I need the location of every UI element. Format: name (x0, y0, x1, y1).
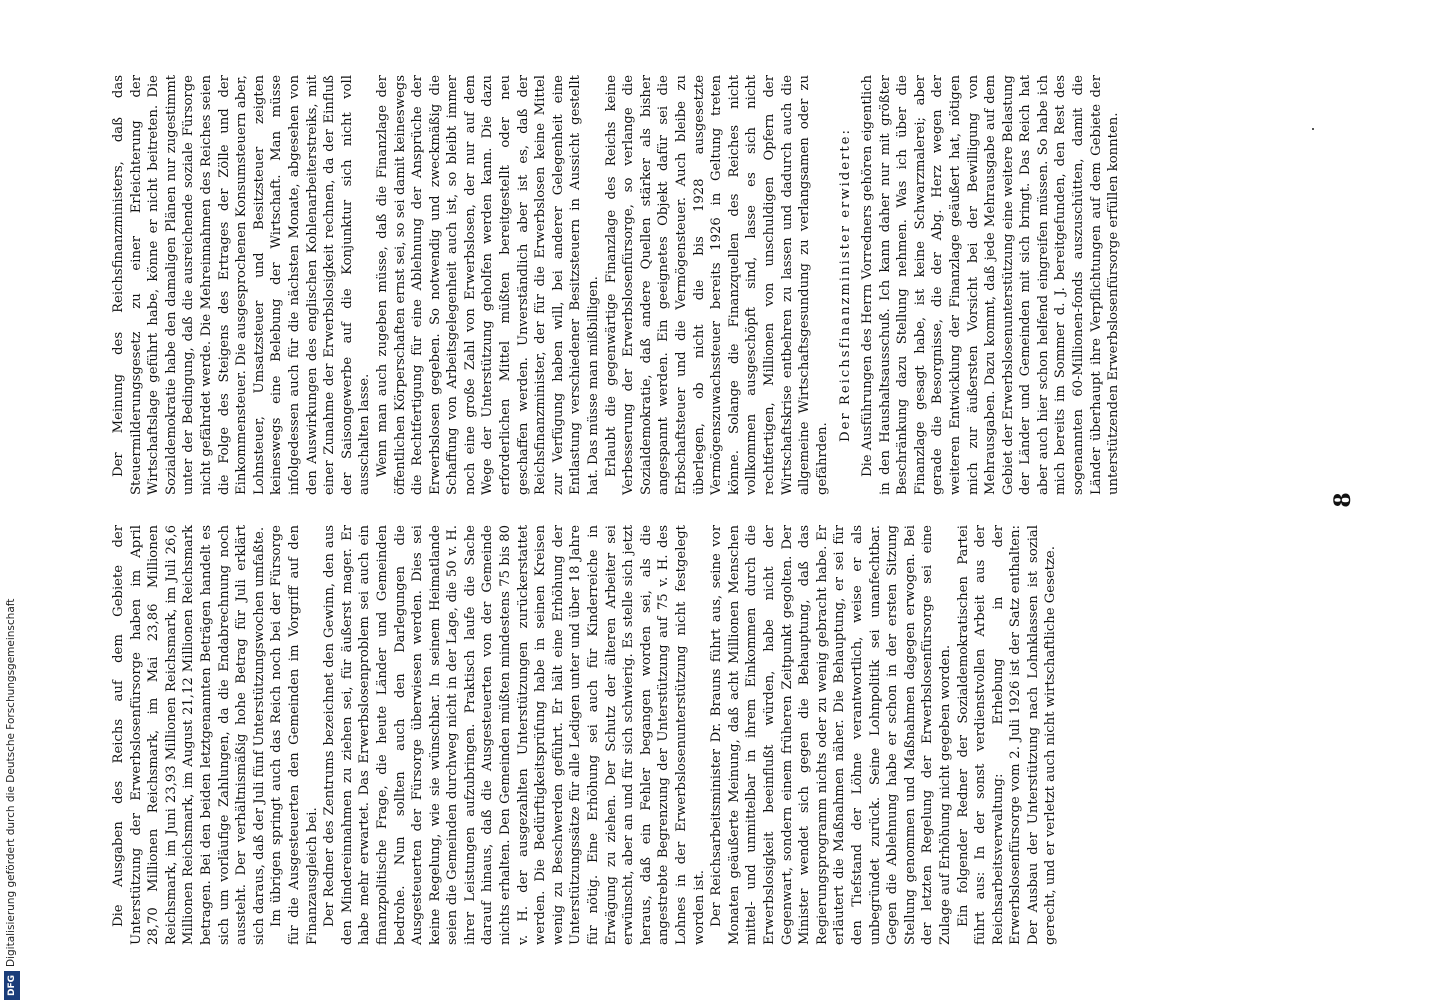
paragraph: Der Redner des Zentrums bezeichnet den Gewinn, den aus den Mindereinnahmen zu ziehen sei, für äußerst mager. Er habe mehr erwartet. Das Erwerbslosenproblem sei auch ein finanzpolitische Frage, die heute Länder und Gemeinden bedrohe. Nun sollten auch den Darlegungen die Ausgesteuerten der Fürsorge überwiesen werden. Dies sei keine Regelung, wie sie wünschbar. In seinem Heimatlande seien die Gemeinden durchweg nicht in der Lage, die 50 v. H. ihrer Leistungen aufzubringen. Praktisch laufe die Sache darauf hinaus, daß die Ausgesteuerten von der Gemeinde nichts erhalten. Den Gemeinden müßten mindestens 75 bis 80 v. H. der ausgezahlten Unterstützungen zurückerstattet werden. Die Bedürftigkeitsprüfung habe in seinen Kreisen wenig zu Beschwerden geführt. Er hält eine Erhöhung der Unterstützungssätze für alle Ledigen unter und über 18 Jahre für nötig. Eine Erhöhung sei auch für Kinderreiche in Erwägung zu ziehen. Der Schutz der älteren Arbeiter sei erwünscht, aber an und für sich schwierig. Es stelle sich jetzt heraus, daß ein Fehler begangen worden sei, als die angestrebte Begrenzung der Unterstützung auf 75 v. H. des Lohnes in der Erwerbslosenunterstützung nicht festgelegt worden ist. (322, 525, 707, 945)
paragraph: Die Ausführungen des Herrn Vorredners gehören eigentlich in den Haushaltsausschuß. Ich kann daher nur mit größter Beschränkung dazu Stellung nehmen. Was ich über die Finanzlage gesagt habe, ist keine Schwarzmalerei; aber gerade die Besorgnisse, die der Abg. Herz wegen der weiteren Entwicklung der Finanzlage geäußert hat, nötigen mich zur äußersten Vorsicht bei der Bewilligung von Mehrausgaben. Dazu kommt, daß jede Mehrausgabe auf dem Gebiet der Erwerbslosenunterstützung eine weitere Belastung der Länder und Gemeinden mit sich bringt. Das Reich hat aber auch hier schon helfend eingreifen müssen. So habe ich mich bereits im Sommer d. J. bereitgefunden, den Rest des sogenannten 60-Millionen-fonds auszuschütten, damit die Länder überhaupt ihre Verpflichtungen auf dem Gebiete der unterstützenden Erwerbslosenfürsorge erfüllen konnten. (859, 75, 1122, 495)
paragraph: Erlaubt die gegenwärtige Finanzlage des Reichs keine Verbesserung der Erwerbslosenfürsorge, so verlange die Sozialdemokratie, daß andere Quellen stärker als bisher angespannt werden. Ein geeignetes Objekt dafür sei die Erbschaftsteuer und die Vermögensteuer. Auch bleibe zu überlegen, ob nicht die bis 1928 ausgesetzte Vermögenszuwachssteuer bereits 1926 in Geltung treten könne. Solange die Finanzquellen des Reiches nicht vollkommen ausgeschöpft sind, lasse es sich nicht rechtfertigen, Millionen von unschuldigen Opfern der Wirtschaftskrise entbehren zu lassen und dadurch auch die allgemeine Wirtschaftsgesundung zu verlangsamen oder zu gefährden. (603, 75, 830, 495)
column-right (110, 75, 1123, 495)
paragraph: Der Meinung des Reichsfinanzministers, daß das Steuermilderungsgesetz zu einer Erleichterung der Wirtschaftslage geführt habe, könne er nicht beitreten. Die Sozialdemokratie habe den damaligen Plänen nur zugestimmt unter der Bedingung, daß die ausreichende soziale Fürsorge nicht gefährdet werde. Die Mehreinnahmen des Reiches seien die Folge des Steigens des Ertrages der Zölle und der Einkommensteuer. Die ausgesprochenen Konsumsteuern aber, Lohnsteuer, Umsatzsteuer und Besitzsteuer zeigten keineswegs eine Belebung der Wirtschaft. Man müsse infolgedessen auch für die nächsten Monate, abgesehen von den Auswirkungen des englischen Kohlenarbeiterstreiks, mit einer Zunahme der Erwerbslosigkeit rechnen, da der Einfluß der Saisongewerbe auf die Konjunktur sich nicht voll ausschalten lasse. (111, 75, 373, 495)
page-number: 8 (1330, 492, 1356, 508)
scan-speck (1312, 128, 1314, 130)
digitization-footer (0, 0, 22, 1000)
paragraph: Ein folgender Redner der Sozialdemokratischen Partei führt aus: In der sonst verdienstvollen Arbeit aus der Reichsarbeitsverwaltung: Erhebung in der Erwerbslosenfürsorge vom 2. Juli 1926 ist der Satz enthalten: Der Ausbau der Unterstützung nach Lohnklassen ist sozial gerecht, und er verletzt auch nicht wirtschaftliche Gesetze. (955, 525, 1059, 945)
paragraph: Im übrigen springt auch das Reich noch bei der Fürsorge für die Ausgesteuerten den Gemeinden im Vorgriff auf den Finanzausgleich bei. (269, 525, 320, 945)
paragraph: Wenn man auch zugeben müsse, daß die Finanzlage der öffentlichen Körperschaften ernst sei, so sei damit keineswegs die Rechtfertigung für eine Ablehnung der Ansprüche der Erwerbslosen gegeben. So notwendig und zweckmäßig die Schaffung von Arbeitsgelegenheit auch ist, so bleibt immer noch eine große Zahl von Erwerbslosen, der nur auf dem Wege der Unterstützung geholfen werden kann. Die dazu erforderlichen Mittel müßten bereitgestellt oder neu geschaffen werden. Unverständlich aber ist es, daß der Reichsfinanzminister, der für die Erwerbslosen keine Mittel zur Verfügung haben will, bei anderer Gelegenheit eine Entlastung verschiedener Besitzsteuern in Aussicht gestellt hat. Das müsse man mißbilligen. (374, 75, 602, 495)
section-heading: Der Reichsfinanzminister erwiderte: (838, 128, 854, 442)
paragraph: Der Reichsarbeitsminister Dr. Brauns führt aus, seine vor Monaten geäußerte Meinung, daß acht Millionen Menschen mittel- und unmittelbar in ihrem Einkommen durch die Erwerbslosigkeit beeinflußt würden, habe nicht der Gegenwart, sondern einem früheren Zeitpunkt gegolten. Der Minister wendet sich gegen die Behauptung, daß das Regierungsprogramm nichts oder zu wenig gebracht habe. Er erläutert die Maßnahmen näher. Die Behauptung, er sei für den Tiefstand der Löhne verantwortlich, weise er als unbegründet zurück. Seine Lohnpolitik sei unanfechtbar. Gegen die Ablehnung habe er schon in der ersten Sitzung Stellung genommen und Maßnahmen dagegen erwogen. Bei der letzten Regelung der Erwerbslosenfürsorge sei eine Zulage auf Erhöhung nicht gegeben worden. (709, 525, 953, 945)
paragraph: Die Ausgaben des Reichs auf dem Gebiete der Unterstützung der Erwerbslosenfürsorge haben im April 28,70 Millionen Reichsmark, im Mai 23,86 Millionen Reichsmark, im Juni 23,93 Millionen Reichsmark, im Juli 26,6 Millionen Reichsmark, im August 21,12 Millionen Reichsmark betragen. Bei den beiden letztgenannten Beträgen handelt es sich um vorläufige Zahlungen, da die Endabrechnung noch aussteht. Der verhältnismäßig hohe Betrag für Juli erklärt sich daraus, daß der Juli fünf Unterstützungswochen umfaßte. (111, 525, 267, 945)
dfg-logo: DFG (4, 971, 20, 1000)
footer-text: Digitalisierung gefördert durch die Deutsche Forschungsgemeinschaft (5, 598, 17, 967)
column-left (110, 525, 1060, 945)
